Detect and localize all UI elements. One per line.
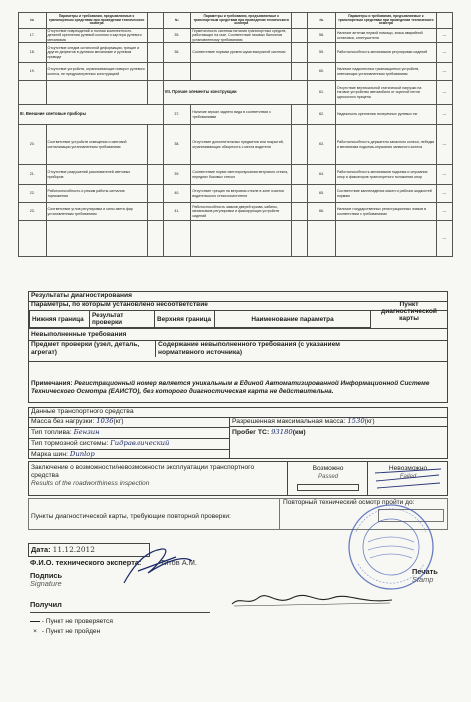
mass-unit: (кг) bbox=[113, 418, 124, 425]
item-mark: — bbox=[436, 221, 452, 257]
checklist-row bbox=[19, 81, 453, 105]
max-mass-value: 1530 bbox=[347, 417, 365, 425]
cross-icon: × bbox=[33, 628, 37, 635]
item-mark bbox=[292, 125, 308, 165]
brake-value: Гидравлический bbox=[110, 439, 170, 447]
checklist-table bbox=[18, 12, 453, 257]
checklist-row bbox=[19, 29, 453, 43]
legend-item-passed bbox=[30, 627, 113, 637]
item-number: 36. bbox=[163, 43, 191, 63]
item-text bbox=[46, 81, 147, 105]
fuel-type-row bbox=[29, 428, 229, 439]
item-number: 21. bbox=[19, 165, 47, 185]
possible-cell bbox=[287, 462, 368, 495]
item-text: Отсутствие дополнительных предметов или покрытий, ограничивающих обзорность с места водителя bbox=[191, 125, 292, 165]
item-mark bbox=[147, 63, 163, 81]
item-number: 40. bbox=[163, 185, 191, 203]
item-text: Соответствие норме светопропускания ветрового стекла, передних боковых стекол bbox=[191, 165, 292, 185]
item-text: Отсутствие вертикальной статической нагрузки на тяговое устройство автомобиля от сцепной петли одноосного прицепа bbox=[335, 81, 436, 105]
col-mark bbox=[147, 13, 163, 29]
item-mark bbox=[147, 125, 163, 165]
stamp-label: Печать bbox=[412, 567, 438, 576]
item-number bbox=[19, 81, 47, 105]
item-mark bbox=[292, 185, 308, 203]
item-number: 64. bbox=[308, 165, 336, 185]
item-number: 18. bbox=[19, 43, 47, 63]
no-load-mass-value: 1036 bbox=[96, 417, 114, 425]
vehicle-data-box bbox=[28, 407, 448, 459]
mileage-label: Пробег ТС: bbox=[232, 429, 270, 436]
item-number: 60. bbox=[308, 63, 336, 81]
checklist-header-row bbox=[19, 13, 453, 29]
dash-icon bbox=[30, 621, 40, 622]
item-number: 61. bbox=[308, 81, 336, 105]
max-mass-row bbox=[229, 417, 447, 427]
stamp-label-en: Stamp bbox=[412, 575, 434, 584]
item-text: Отсутствие следов остаточной деформации, трещин и других дефектов в рулевом механизме и рулевом приводе bbox=[46, 43, 147, 63]
item-number bbox=[308, 221, 336, 257]
item-mark bbox=[147, 81, 163, 105]
item-mark: — bbox=[436, 185, 452, 203]
item-mark: — bbox=[436, 165, 452, 185]
conclusion-text bbox=[31, 464, 271, 488]
repeat-items-label: Пункты диагностической карты, требующие повторной проверки: bbox=[31, 513, 231, 520]
item-number: 37. bbox=[163, 105, 191, 125]
no-load-mass-row bbox=[29, 417, 229, 428]
possible-box bbox=[297, 484, 359, 491]
item-mark: — bbox=[436, 125, 452, 165]
item-number: 38. bbox=[163, 125, 191, 165]
brake-system-row bbox=[29, 439, 229, 450]
item-mark: — bbox=[436, 203, 452, 221]
col-num: № bbox=[19, 13, 47, 29]
expert-value: Титов А.М. bbox=[160, 558, 197, 567]
checklist-row bbox=[19, 105, 453, 125]
col-params: Параметры и требования, предъявляемые к транспортным средствам при проведении технического осмотра bbox=[335, 13, 436, 29]
item-number: 63. bbox=[308, 125, 336, 165]
tire-label: Марка шин: bbox=[31, 451, 68, 458]
col-lower: Нижняя граница bbox=[30, 311, 90, 328]
item-number: 35. bbox=[163, 29, 191, 43]
item-mark: — bbox=[436, 63, 452, 81]
expert-label: Ф.И.О. технического эксперта: bbox=[30, 558, 142, 567]
item-text bbox=[191, 63, 292, 81]
max-mass-label: Разрешенная максимальная масса: bbox=[232, 418, 346, 425]
item-text: Отсутствие устройств, ограничивающих поворот рулевого колеса, не предусмотренных конструкцией bbox=[46, 63, 147, 81]
item-text: Наличие государственных регистрационных знаков в соответствии с требованиями bbox=[335, 203, 436, 221]
item-text: Герметичность системы питания транспортных средств, работающих на газе. Соответствие газовых баллонов установленному требованиям bbox=[191, 29, 292, 43]
official-stamp bbox=[346, 502, 436, 592]
col-params: Параметры и требования, предъявляемые к транспортным средствам при проведении технического осмотра bbox=[46, 13, 147, 29]
item-number: 39. bbox=[163, 165, 191, 185]
col-num: № bbox=[163, 13, 191, 29]
cross-out-mark bbox=[373, 463, 443, 493]
item-mark bbox=[147, 29, 163, 43]
subject-label: Предмет проверки (узел, деталь, агрегат) bbox=[31, 341, 140, 356]
item-mark bbox=[147, 203, 163, 221]
signature-label-block bbox=[30, 572, 62, 588]
item-mark: — bbox=[436, 81, 452, 105]
item-mark bbox=[292, 29, 308, 43]
item-text bbox=[335, 221, 436, 257]
item-number: 19. bbox=[19, 63, 47, 81]
impossible-cell bbox=[367, 462, 448, 495]
item-mark bbox=[292, 63, 308, 81]
tire-value: Dunlop bbox=[69, 450, 95, 458]
checklist-row bbox=[19, 221, 453, 257]
item-number: 23. bbox=[19, 203, 47, 221]
note-label: Примечания: bbox=[31, 380, 73, 387]
col-mark bbox=[292, 13, 308, 29]
section-heading: III. Внешние световые приборы bbox=[19, 105, 164, 125]
item-text: Отсутствие трещин на ветровом стекле в зоне очистки водительского стеклоочистителя bbox=[191, 185, 292, 203]
mismatch-table bbox=[29, 310, 371, 328]
checklist-row bbox=[19, 125, 453, 165]
results-box bbox=[28, 291, 448, 403]
failed-requirements-label: Невыполненные требования bbox=[31, 331, 127, 338]
fuel-label: Тип топлива: bbox=[31, 429, 72, 436]
item-number: 66. bbox=[308, 203, 336, 221]
received-row bbox=[30, 600, 210, 613]
brake-label: Тип тормозной системы: bbox=[31, 440, 109, 447]
item-mark bbox=[147, 185, 163, 203]
date-label: Дата: bbox=[31, 545, 51, 554]
item-mark bbox=[292, 203, 308, 221]
item-text: Наличие зеркал заднего вида в соответствии с требованиями bbox=[191, 105, 292, 125]
col-params: Параметры и требования, предъявляемые к транспортным средствам при проведении технического осмотра bbox=[191, 13, 292, 29]
item-text: Соответствие устройств освещения и световой сигнализации установленным требованиям bbox=[46, 125, 147, 165]
tire-brand-row bbox=[29, 450, 229, 460]
signature-label: Подпись bbox=[30, 571, 63, 580]
item-mark bbox=[292, 43, 308, 63]
item-mark bbox=[147, 221, 163, 257]
no-load-mass-label: Масса без нагрузки: bbox=[31, 418, 95, 425]
conclusion-label-en: Results of the roadworthiness inspection bbox=[31, 480, 150, 487]
mileage-unit: (км) bbox=[292, 429, 306, 436]
date-value: 11.12.2012 bbox=[52, 545, 95, 554]
vehicle-left bbox=[29, 417, 230, 458]
checklist-row bbox=[19, 43, 453, 63]
item-text: Работоспособность замков дверей кузова, кабины, механизмов регулировки и фиксирующих устройств сидений bbox=[191, 203, 292, 221]
item-text bbox=[46, 221, 147, 257]
item-text: Работоспособность и режим работы сигналов торможения bbox=[46, 185, 147, 203]
item-number bbox=[19, 221, 47, 257]
failed-label: Failed bbox=[399, 474, 417, 480]
item-mark bbox=[147, 43, 163, 63]
mass-unit: (кг) bbox=[364, 418, 375, 425]
col-num: № bbox=[308, 13, 336, 29]
item-text: Надежность крепления поперечных рулевых тяг bbox=[335, 105, 436, 125]
item-number: 20. bbox=[19, 125, 47, 165]
signature-label-en: Signature bbox=[30, 579, 62, 588]
item-number bbox=[163, 221, 191, 257]
conclusion-label: Заключение о возможности/невозможности эксплуатации транспортного средства bbox=[31, 464, 255, 479]
item-text: Соответствие нормам уровня шума выпускной системы bbox=[191, 43, 292, 63]
item-text: Работоспособность механизмов подъема и опускания опор и фиксаторов транспортного положения опор bbox=[335, 165, 436, 185]
received-label: Получил bbox=[30, 600, 62, 609]
subject-row bbox=[29, 339, 447, 362]
item-text: Соответствие углов регулировки и силы света фар установленным требованиям bbox=[46, 203, 147, 221]
item-number bbox=[163, 63, 191, 81]
possible-label: Возможно bbox=[312, 465, 344, 472]
col-param-name: Наименование параметра bbox=[215, 311, 371, 328]
checklist-row bbox=[19, 165, 453, 185]
item-mark bbox=[147, 165, 163, 185]
item-text: Наличие аптечки первой помощи, знака аварийной остановки, огнетушителя bbox=[335, 29, 436, 43]
item-number: 41. bbox=[163, 203, 191, 221]
point-label: Пункт диагностической карты bbox=[381, 301, 437, 322]
item-mark bbox=[292, 221, 308, 257]
results-heading: Результаты диагностирования bbox=[31, 292, 132, 299]
item-mark: — bbox=[436, 43, 452, 63]
expert-signature bbox=[118, 543, 198, 588]
item-number: 62. bbox=[308, 105, 336, 125]
item-number: 17. bbox=[19, 29, 47, 43]
checklist-row bbox=[19, 203, 453, 221]
legend-not-checked-label: - Пункт не проверяется bbox=[41, 618, 113, 625]
content-label: Содержание невыполненного требования (с указанием нормативного источника) bbox=[155, 341, 388, 357]
item-mark: — bbox=[436, 105, 452, 125]
mismatch-label: Параметры, по которым установлено несоответствие bbox=[31, 301, 208, 308]
item-text: Отсутствие повреждений и полная комплектность деталей крепления рулевой колонки и картера рулевого механизма bbox=[46, 29, 147, 43]
note-text: Регистрационный номер является уникальным в Единой Автоматизированной Информационной Системе Технического Осмотра (ЕАИСТО), без которого диагностическая карта не действительна. bbox=[31, 380, 430, 395]
col-mark bbox=[436, 13, 452, 29]
item-text: Соответствие каплепадения масел и рабочих жидкостей нормам bbox=[335, 185, 436, 203]
col-result: Результат проверки bbox=[90, 311, 155, 328]
note-row bbox=[29, 380, 447, 396]
mileage-row bbox=[229, 428, 447, 438]
legend bbox=[30, 617, 113, 637]
checklist-row bbox=[19, 185, 453, 203]
item-mark: — bbox=[436, 29, 452, 43]
item-mark bbox=[292, 105, 308, 125]
item-text: Работоспособность держателя запасного колеса, лебедки и механизма подъема-опускания запасного колеса bbox=[335, 125, 436, 165]
received-signature bbox=[200, 592, 400, 610]
item-text: Наличие надколесных грязезащитных устройств, отвечающих установленным требованиям bbox=[335, 63, 436, 81]
item-number: 59. bbox=[308, 43, 336, 63]
item-number: 58. bbox=[308, 29, 336, 43]
item-number: 22. bbox=[19, 185, 47, 203]
mileage-value: 93180 bbox=[271, 428, 293, 436]
item-mark bbox=[292, 165, 308, 185]
checklist-row bbox=[19, 63, 453, 81]
vehicle-heading: Данные транспортного средства bbox=[31, 408, 134, 415]
item-number: 65. bbox=[308, 185, 336, 203]
item-text bbox=[191, 221, 292, 257]
legend-item-not-checked bbox=[30, 617, 113, 627]
item-text: Отсутствие разрушений рассеивателей световых приборов bbox=[46, 165, 147, 185]
fuel-value: Бензин bbox=[73, 428, 100, 436]
item-text: Работоспособность механизмов регулировки сидений bbox=[335, 43, 436, 63]
impossible-label: Невозможно bbox=[388, 465, 428, 472]
repeat-date-label: Повторный технический осмотр пройти до: bbox=[283, 499, 415, 506]
legend-passed-label: - Пункт не пройден bbox=[41, 628, 101, 635]
passed-label: Passed bbox=[317, 474, 338, 480]
conclusion-box bbox=[28, 461, 448, 496]
section-heading: VII. Прочие элементы конструкции bbox=[163, 81, 308, 105]
col-upper: Верхняя граница bbox=[155, 311, 215, 328]
